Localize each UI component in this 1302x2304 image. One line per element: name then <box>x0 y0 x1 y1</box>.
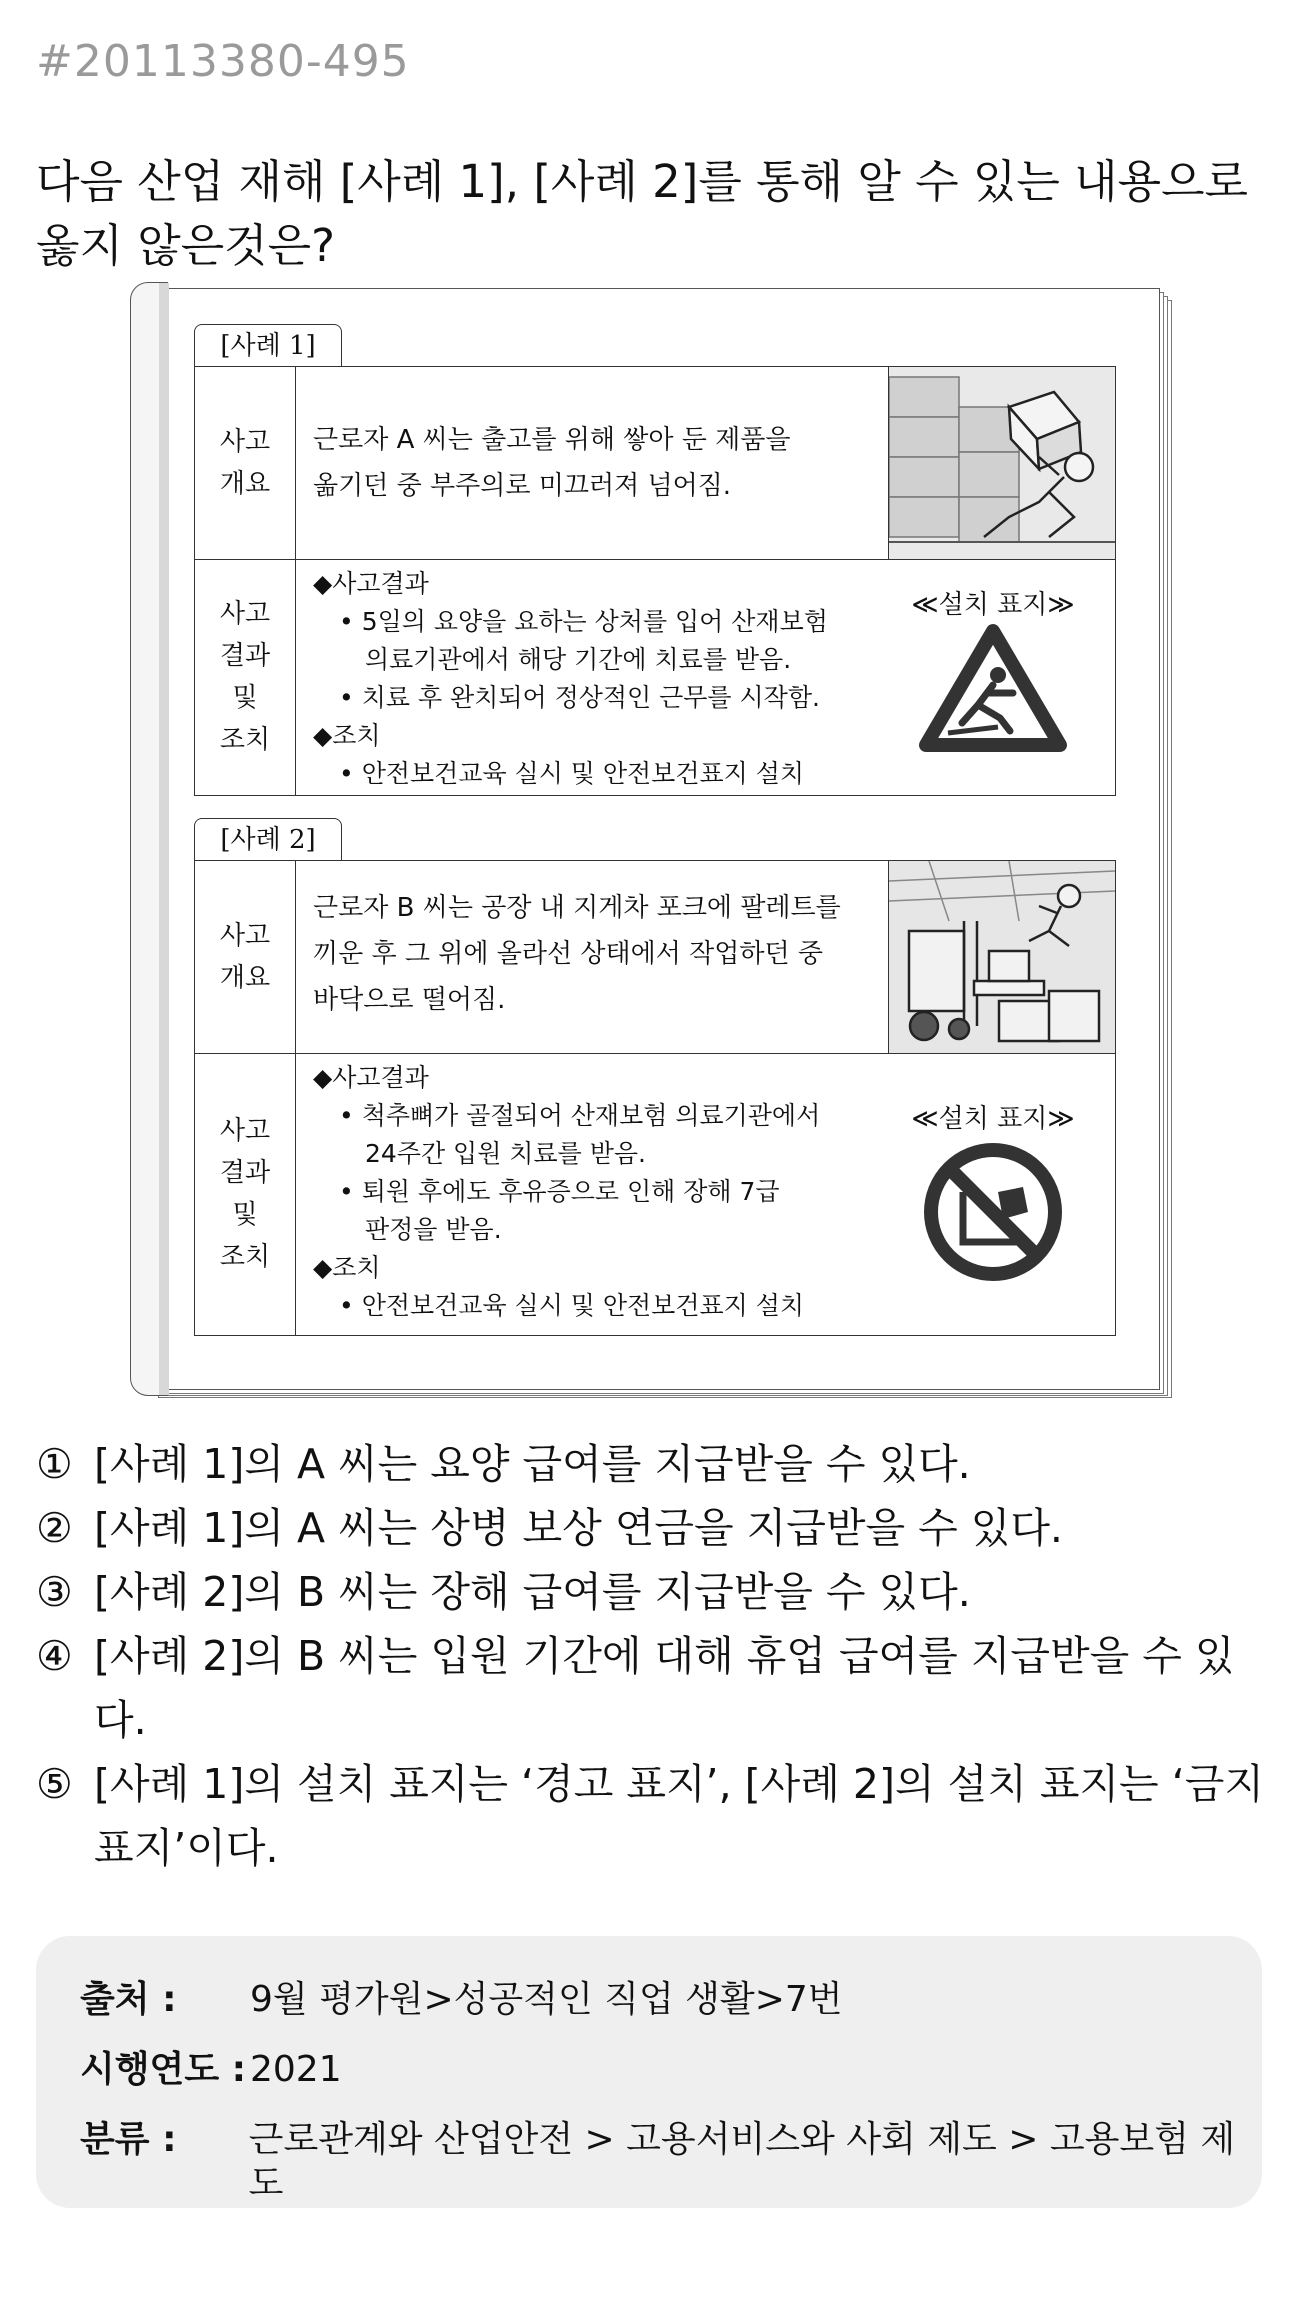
case2-result-text: ◆사고결과 • 척추뼈가 골절되어 산재보험 의료기관에서 24주간 입원 치료를 받음. • 퇴원 후에도 후유증으로 인해 장해 7급 판정을 받음. ◆조치 • 안전보건교육 실시 및 안전보건표지 설치 <box>313 1063 821 1320</box>
choice-4[interactable]: ④ [사례 2]의 B 씨는 입원 기간에 대해 휴업 급여를 지급받을 수 있다. <box>36 1632 1235 1744</box>
year-row: 시행연도 : 2021 <box>80 2049 342 2090</box>
case2-table <box>194 860 1116 1336</box>
book-spine <box>130 282 168 1396</box>
category-row: 분류 : 근로관계와 산업안전 > 고용서비스와 사회 제도 > 고용보험 제도 <box>80 2119 1236 2204</box>
question-stem: 다음 산업 재해 [사례 1], [사례 2]를 통해 알 수 있는 내용으로 옳지 않은것은? <box>36 155 1249 272</box>
choice-2[interactable]: ② [사례 1]의 A 씨는 상병 보상 연금을 지급받을 수 있다. <box>36 1504 1063 1552</box>
source-box <box>36 1936 1262 2208</box>
case1-result-label: 사고 결과 및 조치 <box>195 559 296 795</box>
case2-overview-text: 근로자 B 씨는 공장 내 지게차 포크에 팔레트를 끼운 후 그 위에 올라선 상태에서 작업하던 중 바닥으로 떨어짐. <box>313 893 841 1015</box>
case1-illustration <box>888 367 1115 559</box>
case1-table <box>194 366 1116 796</box>
case2-result-label: 사고 결과 및 조치 <box>195 1053 296 1335</box>
choice-3[interactable]: ③ [사례 2]의 B 씨는 장해 급여를 지급받을 수 있다. <box>36 1568 971 1616</box>
case2-result-row <box>195 1053 1115 1335</box>
answer-choices <box>36 1432 1276 1880</box>
case2-overview-label: 사고 개요 <box>195 861 296 1053</box>
source-row: 출처 : 9월 평가원>성공적인 직업 생활>7번 <box>80 1979 843 2020</box>
no-riding-prohibition-icon <box>918 1137 1068 1287</box>
case2-sign: ≪설치 표지≫ <box>893 1101 1093 1291</box>
question-id: #20113380-495 <box>36 36 410 87</box>
case2-illustration <box>888 861 1115 1053</box>
case1-result-row <box>195 559 1115 795</box>
choice-5[interactable]: ⑤ [사례 1]의 설치 표지는 ‘경고 표지’, [사례 2]의 설치 표지는 ‘금지 표지’이다. <box>36 1760 1264 1872</box>
case-figure <box>130 282 1160 1390</box>
case1-overview-text: 근로자 A 씨는 출고를 위해 쌓아 둔 제품을 옮기던 중 부주의로 미끄러져 넘어짐. <box>313 425 791 501</box>
case1-overview-label: 사고 개요 <box>195 367 296 559</box>
case2-overview-row <box>195 861 1115 1054</box>
case1-result-text: ◆사고결과 • 5일의 요양을 요하는 상처를 입어 산재보험 의료기관에서 해당 기간에 치료를 받음. • 치료 후 완치되어 정상적인 근무를 시작함. ◆조치 • 안전보건교육 실시 및 안전보건표지 설치 <box>313 569 828 788</box>
choice-1[interactable]: ① [사례 1]의 A 씨는 요양 급여를 지급받을 수 있다. <box>36 1440 971 1488</box>
case1-tab: [사례 1] <box>194 324 342 367</box>
slip-warning-icon <box>918 623 1068 753</box>
case1-sign: ≪설치 표지≫ <box>893 587 1093 757</box>
case2-tab: [사례 2] <box>194 818 342 861</box>
case1-overview-row <box>195 367 1115 560</box>
